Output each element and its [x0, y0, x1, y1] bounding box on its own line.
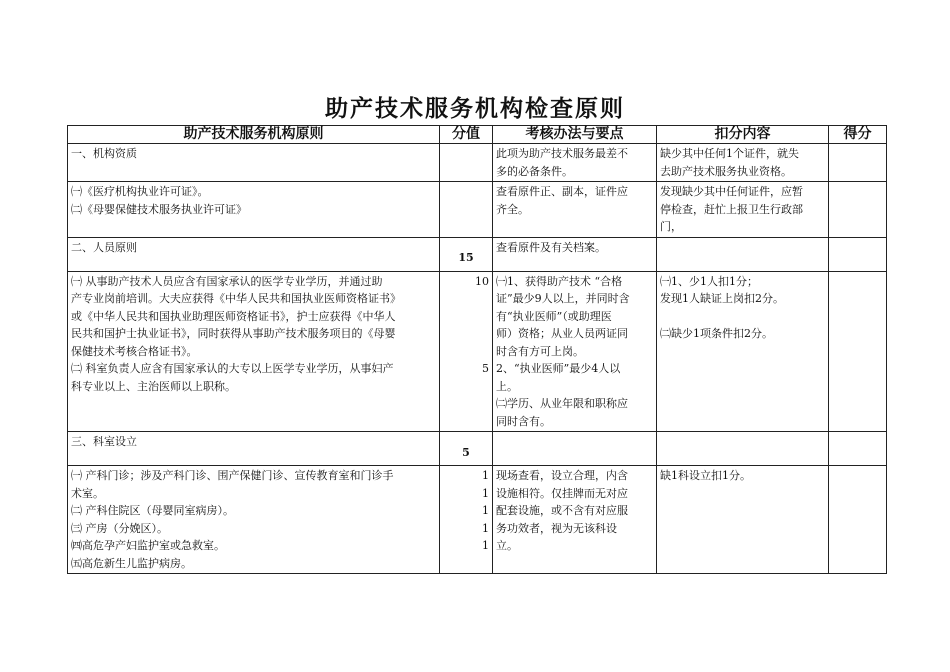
- criteria-line: 民共和国护士执业证书》，同时获得从事助产技术服务项目的《母婴: [71, 327, 396, 340]
- criteria-cell: [68, 144, 440, 182]
- deduction-line: 缺1科设立扣1分。: [660, 469, 751, 482]
- table-row: [68, 182, 887, 238]
- criteria-line: ㈠ 从事助产技术人员应含有国家承认的医学专业学历，并通过助: [71, 274, 383, 288]
- score-line: 5: [482, 362, 489, 375]
- table-row: [68, 144, 887, 182]
- criteria-line: 产专业岗前培训。大夫应获得《中华人民共和国执业医师资格证书》: [71, 292, 401, 305]
- method-cell: [493, 182, 657, 238]
- criteria-line: ㈣高危孕产妇监护室或急救室。: [71, 539, 225, 552]
- score-cell: [440, 144, 493, 182]
- score-line: 1: [482, 504, 489, 517]
- method-line: 务功效者，视为无该科设: [496, 521, 617, 535]
- criteria-line: ㈢ 产房（分娩区）。: [71, 521, 168, 535]
- score-cell: [440, 271, 493, 432]
- method-line: ㈡学历、从业年限和职称应: [496, 397, 628, 410]
- score-line: 10: [475, 274, 489, 288]
- deduction-line: 缺少其中任何1个证件，就失: [660, 147, 799, 160]
- criteria-line: ㈠ 产科门诊；涉及产科门诊、围产保健门诊、宣传教育室和门诊手: [71, 469, 394, 482]
- criteria-line: ㈡《母婴保健技术服务执业许可证》: [71, 202, 247, 216]
- header-score: 分值: [440, 126, 493, 144]
- section-score: 5: [462, 445, 470, 459]
- criteria-cell: [68, 432, 440, 466]
- criteria-cell: [68, 271, 440, 432]
- criteria-cell: [68, 182, 440, 238]
- score-line: 1: [482, 469, 489, 482]
- method-line: 时含有方可上岗。: [496, 344, 584, 358]
- deduction-cell: [657, 144, 829, 182]
- method-line: 师）资格；从业人员两证同: [496, 327, 628, 340]
- deduction-cell: [657, 182, 829, 238]
- obtained-cell: [829, 271, 887, 432]
- table-row: [68, 466, 887, 574]
- method-line: 查看原件正、副本，证件应: [496, 185, 628, 198]
- criteria-cell: [68, 466, 440, 574]
- header-criteria: 助产技术服务机构原则: [68, 126, 440, 144]
- deduction-line: ㈡缺少1项条件扣2分。: [660, 327, 773, 340]
- score-cell: [440, 466, 493, 574]
- deduction-line: 停检查，赶忙上报卫生行政部: [660, 202, 803, 216]
- deduction-cell: [657, 271, 829, 432]
- method-line: ㈠1、获得助产技术 “合格: [496, 274, 623, 288]
- obtained-cell: [829, 182, 887, 238]
- header-obtained: 得分: [829, 126, 887, 144]
- criteria-line: 保健技术考核合格证书》。: [71, 344, 198, 358]
- deduction-line: ㈠1、少1人扣1分；: [660, 274, 758, 288]
- table-row: [68, 271, 887, 432]
- section-score: 15: [458, 251, 474, 265]
- criteria-line: 或《中华人民共和国执业助理医师资格证书》，护士应获得《中华人: [71, 309, 396, 323]
- method-line: 证”最少9人以上，并同时含: [496, 292, 630, 305]
- obtained-cell: [829, 237, 887, 271]
- method-cell: [493, 466, 657, 574]
- criteria-line: 科专业以上、主治医师以上职称。: [71, 379, 236, 393]
- method-line: 现场查看，设立合理，内含: [496, 469, 628, 482]
- table-row: [68, 237, 887, 271]
- criteria-cell: [68, 237, 440, 271]
- method-line: 查看原件及有关档案。: [496, 240, 606, 254]
- criteria-line: 三、科室设立: [71, 435, 137, 448]
- table-header-row: [68, 126, 887, 144]
- score-cell: [440, 182, 493, 238]
- deduction-cell: [657, 432, 829, 466]
- deduction-cell: [657, 466, 829, 574]
- criteria-line: ㈤高危新生儿监护病房。: [71, 556, 192, 570]
- score-cell: [440, 432, 493, 466]
- criteria-line: ㈡ 产科住院区（母婴同室病房）。: [71, 504, 234, 517]
- criteria-line: ㈡ 科室负责人应含有国家承认的大专以上医学专业学历，从事妇产: [71, 362, 394, 375]
- header-deduction: 扣分内容: [657, 126, 829, 144]
- method-line: 2、“执业医师”最少4人以: [496, 362, 621, 375]
- method-cell: [493, 144, 657, 182]
- criteria-line: 术室。: [71, 486, 104, 500]
- method-line: 多的必备条件。: [496, 164, 573, 178]
- method-line: 此项为助产技术服务最差不: [496, 147, 628, 160]
- obtained-cell: [829, 432, 887, 466]
- method-line: 立。: [496, 539, 518, 552]
- method-line: 配套设施，或不含有对应服: [496, 504, 628, 517]
- deduction-line: 发现缺少其中任何证件，应暂: [660, 185, 803, 198]
- method-line: 设施相符。仅挂牌而无对应: [496, 486, 628, 500]
- inspection-table: [67, 125, 887, 574]
- score-line: 1: [482, 539, 489, 552]
- method-line: 同时含有。: [496, 414, 551, 428]
- method-cell: [493, 432, 657, 466]
- method-cell: [493, 237, 657, 271]
- deduction-line: 发现1人缺证上岗扣2分。: [660, 292, 784, 305]
- score-line: 1: [482, 521, 489, 535]
- deduction-cell: [657, 237, 829, 271]
- criteria-line: ㈠《医疗机构执业许可证》。: [71, 185, 209, 198]
- table-row: [68, 432, 887, 466]
- method-line: 上。: [496, 379, 518, 393]
- method-cell: [493, 271, 657, 432]
- deduction-line: 去助产技术服务执业资格。: [660, 164, 792, 178]
- criteria-line: 一、机构资质: [71, 147, 137, 160]
- method-line: 齐全。: [496, 202, 529, 216]
- score-cell: [440, 237, 493, 271]
- deduction-line: 门，: [660, 220, 682, 233]
- header-method: 考核办法与要点: [493, 126, 657, 144]
- obtained-cell: [829, 466, 887, 574]
- page-title: 助产技术服务机构检查原则: [325, 96, 625, 122]
- obtained-cell: [829, 144, 887, 182]
- score-line: 1: [482, 486, 489, 500]
- criteria-line: 二、人员原则: [71, 240, 137, 254]
- method-line: 有“执业医师”（或助理医: [496, 309, 612, 323]
